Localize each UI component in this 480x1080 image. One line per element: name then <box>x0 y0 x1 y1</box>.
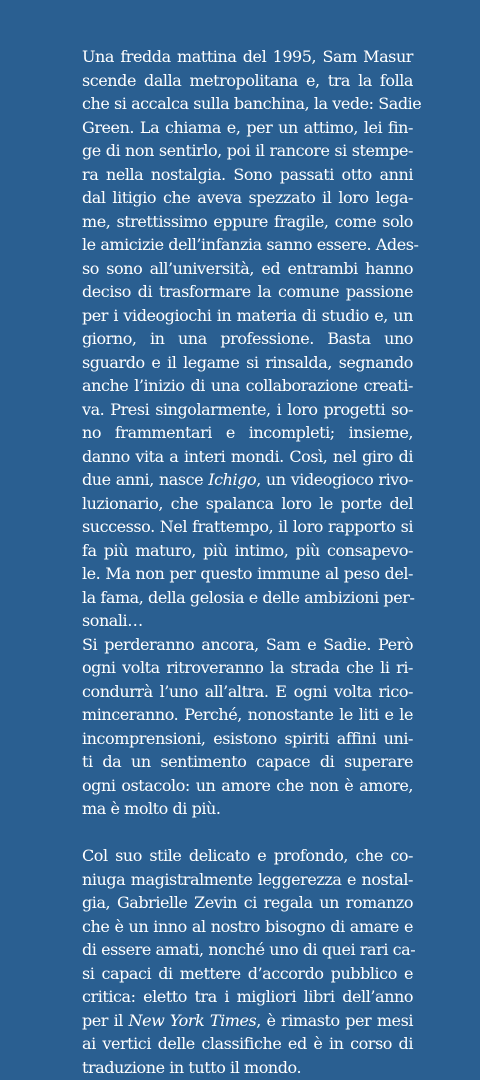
text-line <box>82 868 413 892</box>
paragraph-gap <box>82 821 413 845</box>
text-run: luzionario, che spalanca loro le porte del <box>82 493 413 513</box>
text-line <box>82 210 413 234</box>
blurb-paragraph <box>82 45 422 633</box>
text-run: gia, Gabrielle Zevin ci regala un romanzo <box>82 893 413 912</box>
text-run: incomprensioni, esistono spiriti affini uni- <box>82 728 413 748</box>
text-line <box>82 351 413 375</box>
text-line <box>82 398 413 422</box>
text-run: ogni volta ritroveranno la strada che li ri- <box>82 658 413 677</box>
italic-title: Ichigo <box>208 470 257 489</box>
text-line <box>82 374 413 398</box>
text-line <box>82 233 419 257</box>
text-line <box>82 609 413 633</box>
text-run: di essere amati, nonché uno di quei rari ca- <box>82 940 416 959</box>
text-line <box>82 468 413 492</box>
text-run: Col suo stile delicato e profondo, che co- <box>82 846 413 865</box>
text-run: dal litigio che aveva spezzato il loro lega- <box>82 188 413 207</box>
text-run: successo. Nel frattempo, il loro rapporto si <box>82 517 413 536</box>
text-run: minceranno. Perché, nonostante le liti e le <box>82 705 413 724</box>
back-cover-blurb <box>82 45 422 1079</box>
text-run: va. Presi singolarmente, i loro progetti so- <box>82 399 413 419</box>
text-line <box>82 421 413 445</box>
text-line <box>82 633 413 657</box>
text-run: la fama, della gelosia e delle ambizioni per- <box>82 587 415 607</box>
text-run: so sono all’università, ed entrambi hanno <box>82 258 413 278</box>
text-run: per il <box>82 1010 129 1030</box>
text-run: scende dalla metropolitana e, tra la folla <box>82 70 413 90</box>
italic-title: New York Times <box>128 1010 257 1030</box>
text-run: , un videogioco rivo- <box>256 470 413 489</box>
text-line <box>82 327 413 351</box>
text-line <box>82 562 413 586</box>
text-run: danno vita a interi mondi. Così, nel giro di <box>82 446 413 466</box>
text-run: niuga magistralmente leggerezza e nostal- <box>82 869 413 889</box>
text-run: anche l’inizio di una collaborazione creati- <box>82 376 413 395</box>
text-run: traduzione in tutto il mondo. <box>82 1057 302 1077</box>
text-line <box>82 938 416 962</box>
text-run: le amicizie dell’infanzia sanno essere. Ades- <box>82 235 419 254</box>
text-run: deciso di trasformare la comune passione <box>82 282 413 301</box>
text-run: no frammentari e incompleti; insieme, <box>82 423 413 442</box>
text-line <box>82 492 413 516</box>
text-line <box>82 515 413 539</box>
text-run: Una fredda mattina del 1995, Sam Masur <box>82 47 413 66</box>
text-run: condurrà l’uno all’altra. E ogni volta rico- <box>82 681 413 701</box>
text-run: fa più maturo, più intimo, più consapevo- <box>82 540 413 560</box>
text-line <box>82 139 413 163</box>
text-line <box>82 69 413 93</box>
text-line <box>82 1056 413 1080</box>
text-line <box>82 727 413 751</box>
text-line <box>82 1009 413 1033</box>
blurb-paragraph <box>82 633 413 821</box>
text-line <box>82 844 413 868</box>
text-run: che è un inno al nostro bisogno di amare e <box>82 916 413 936</box>
text-line <box>82 445 413 469</box>
text-line <box>82 586 413 610</box>
text-run: sguardo e il legame si rinsalda, segnando <box>82 352 413 372</box>
text-run: per i videogiochi in materia di studio e, un <box>82 305 413 325</box>
text-line <box>82 257 413 281</box>
text-line <box>82 656 413 680</box>
text-run: ogni ostacolo: un amore che non è amore, <box>82 775 413 795</box>
text-run: ra nella nostalgia. Sono passati otto anni <box>82 164 413 184</box>
text-run: si capaci di mettere d’accordo pubblico e <box>82 963 413 983</box>
text-run: critica: eletto tra i migliori libri dell’anno <box>82 987 413 1006</box>
text-run: giorno, in una professione. Basta uno <box>82 329 413 348</box>
text-run: ti da un sentimento capace di superare <box>82 752 413 771</box>
text-run: Si perderanno ancora, Sam e Sadie. Però <box>82 634 413 654</box>
text-line <box>82 915 413 939</box>
text-line <box>82 774 413 798</box>
text-run: sonali… <box>82 611 143 630</box>
text-line <box>82 703 413 727</box>
text-line <box>82 680 413 704</box>
text-line <box>82 92 422 116</box>
text-line <box>82 539 413 563</box>
text-run: ai vertici delle classifiche ed è in corso di <box>82 1034 413 1053</box>
text-run: ma è molto di più. <box>82 799 221 818</box>
text-line <box>82 45 413 69</box>
blurb-paragraph <box>82 844 416 1079</box>
text-line <box>82 186 413 210</box>
text-line <box>82 750 413 774</box>
text-line <box>82 985 413 1009</box>
text-run: me, strettissimo eppure fragile, come solo <box>82 211 413 231</box>
text-run: ge di non sentirlo, poi il rancore si stempe- <box>82 141 413 160</box>
text-run: , è rimasto per mesi <box>256 1010 413 1030</box>
text-run: Green. La chiama e, per un attimo, lei fin- <box>82 117 413 137</box>
text-line <box>82 163 413 187</box>
text-line <box>82 280 413 304</box>
text-line <box>82 891 413 915</box>
text-run: che si accalca sulla banchina, la vede: Sadie <box>82 94 422 113</box>
text-run: le. Ma non per questo immune al peso del- <box>82 564 413 583</box>
text-line <box>82 304 413 328</box>
text-line <box>82 116 413 140</box>
text-line <box>82 1032 413 1056</box>
text-run: due anni, nasce <box>82 470 209 489</box>
text-line <box>82 797 413 821</box>
text-line <box>82 962 413 986</box>
